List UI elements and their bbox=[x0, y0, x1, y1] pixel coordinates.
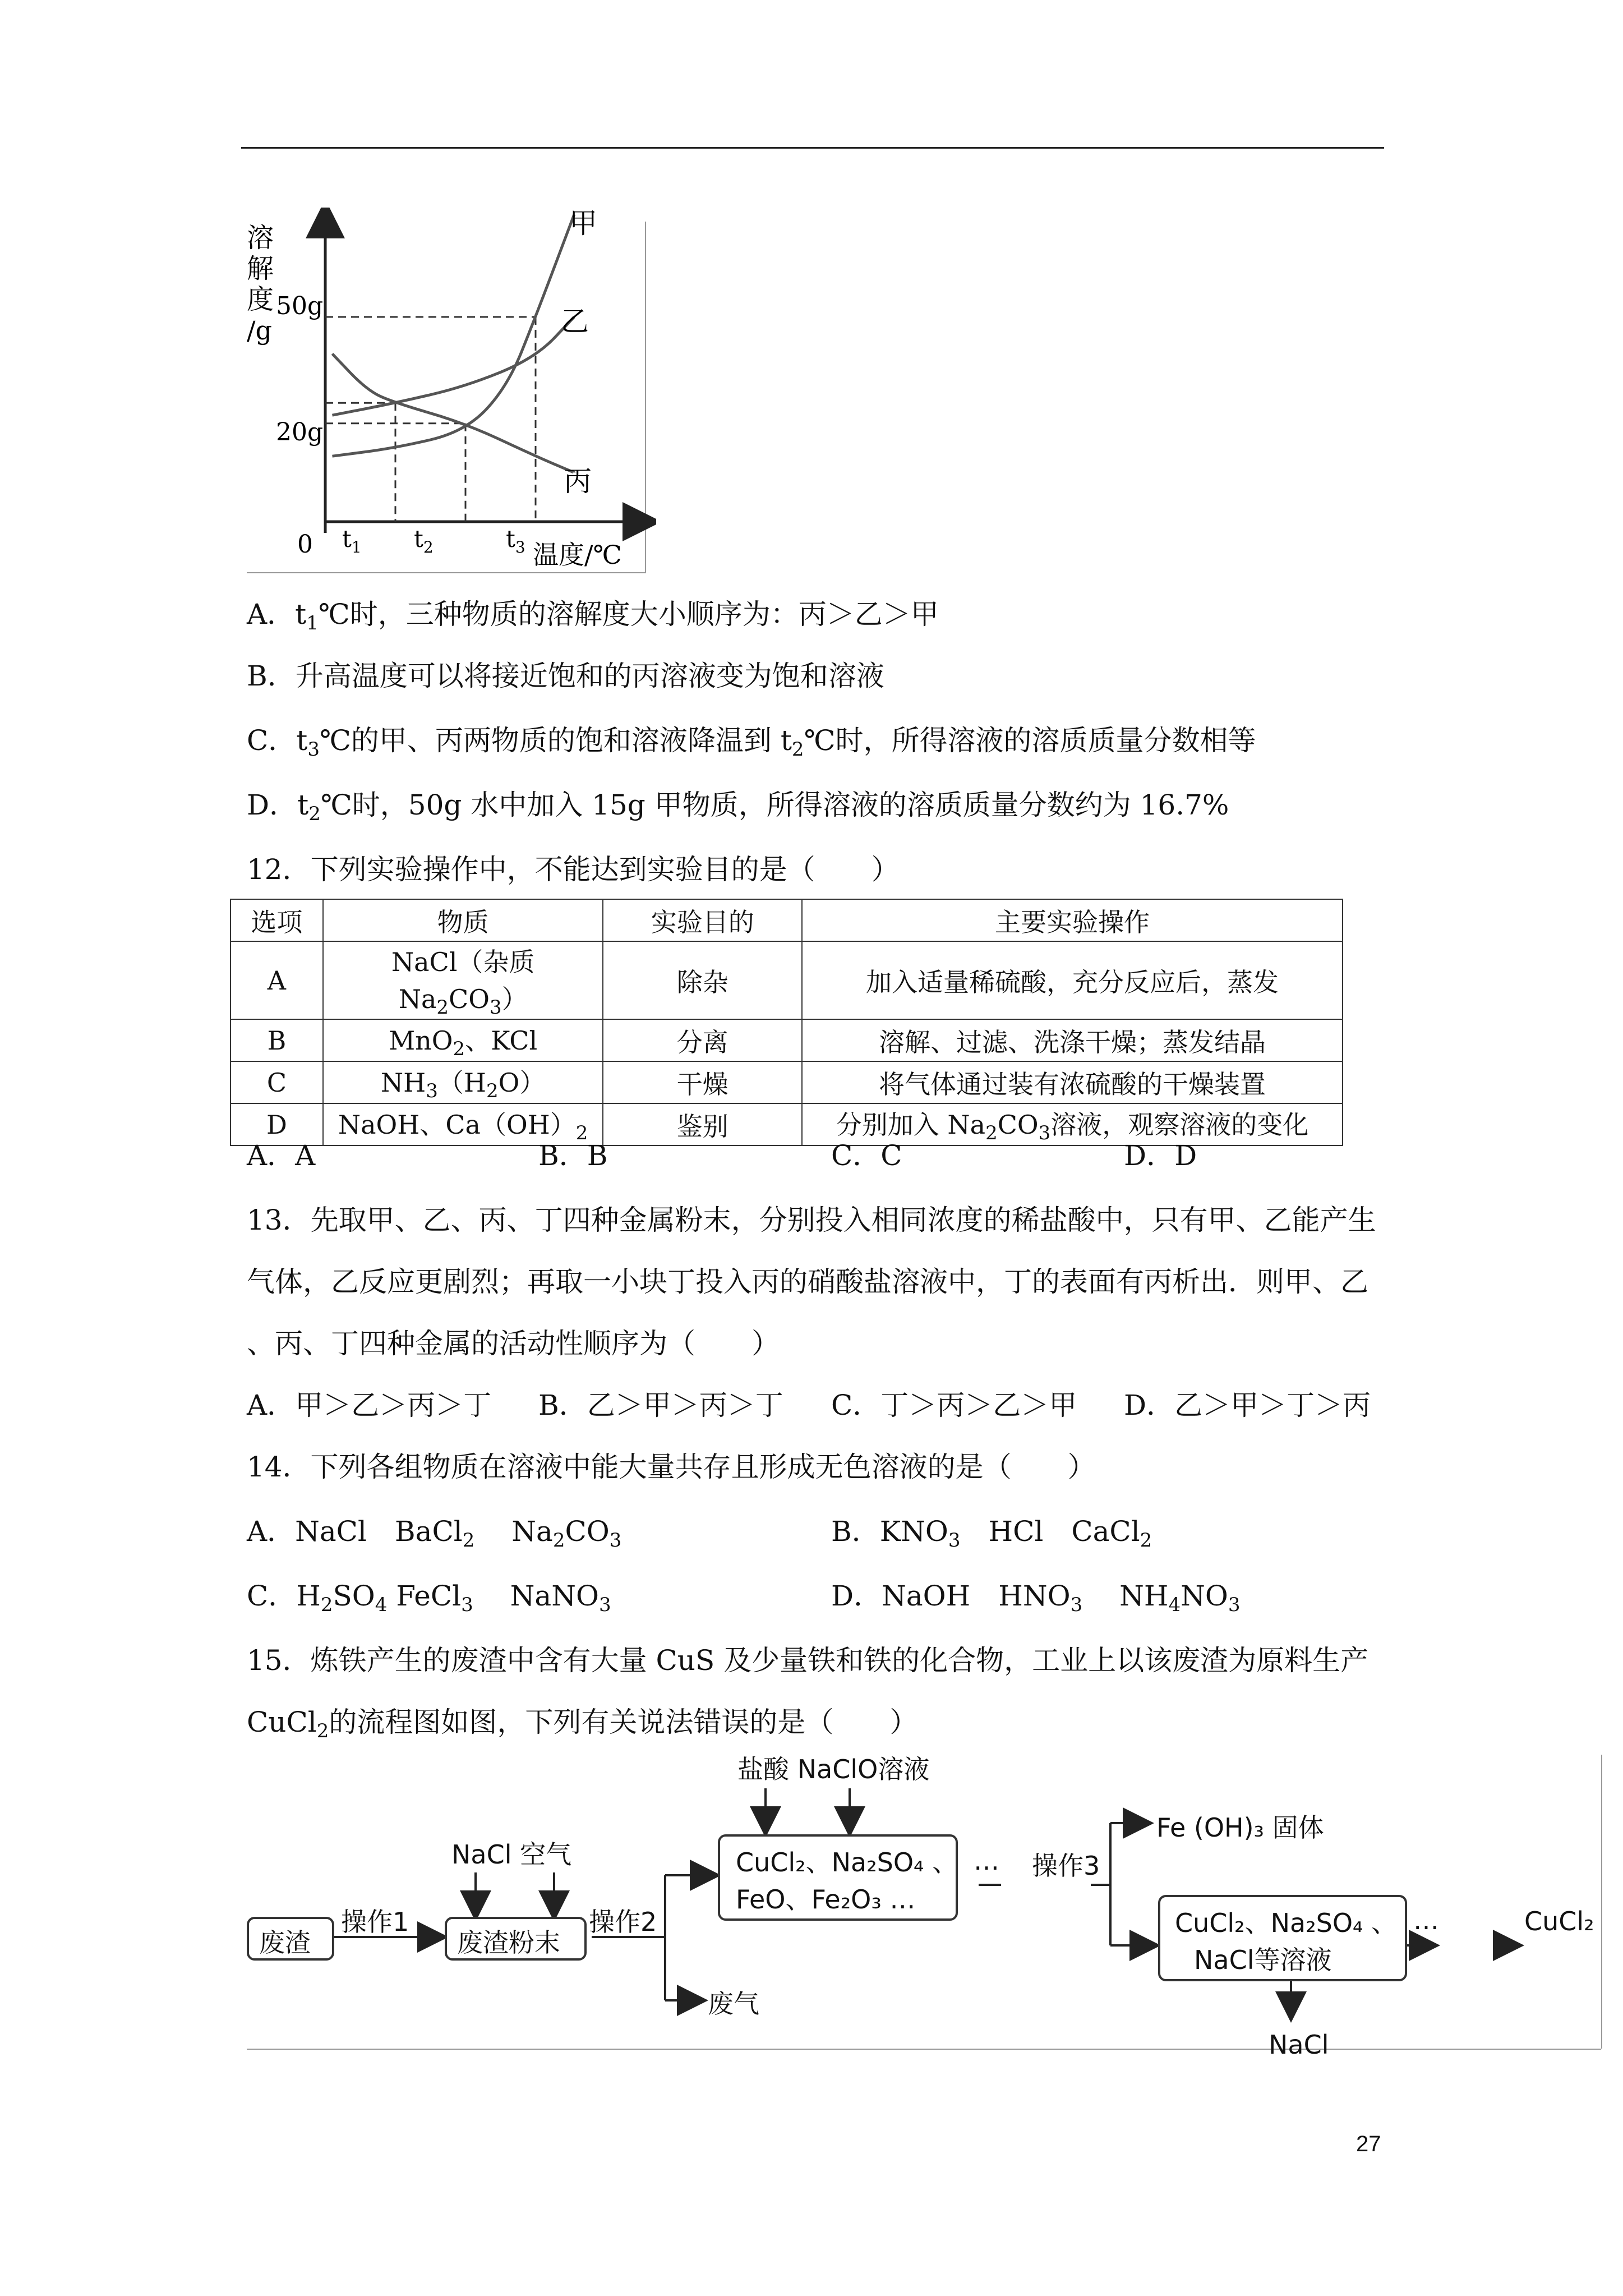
y-axis-label-1: 解 bbox=[247, 253, 274, 284]
table-cell-substance: MnO$_2$、KCl bbox=[323, 1019, 603, 1061]
table-header: 实验目的 bbox=[603, 899, 802, 941]
flow-label-op3: 操作3 bbox=[1032, 1851, 1100, 1881]
y-axis-label-3: /g bbox=[247, 315, 272, 346]
y-axis-label-0: 溶 bbox=[247, 222, 274, 254]
table-row bbox=[230, 1019, 1343, 1061]
q13-option-c: C．丁＞丙＞乙＞甲 bbox=[831, 1389, 1077, 1421]
table-header: 选项 bbox=[230, 899, 323, 941]
series-label-jia: 甲 bbox=[569, 208, 597, 240]
table-cell-option: B bbox=[230, 1019, 323, 1061]
series-line-3 bbox=[333, 354, 574, 473]
table-header: 物质 bbox=[323, 899, 603, 941]
x-axis-label: 温度/℃ bbox=[533, 540, 622, 570]
y-tick-20g: 20g bbox=[276, 418, 324, 447]
table-cell-purpose: 鉴别 bbox=[603, 1103, 802, 1145]
q15-line-2: CuCl$_2$的流程图如图，下列有关说法错误的是（ ） bbox=[247, 1706, 918, 1742]
table-cell-purpose: 分离 bbox=[603, 1019, 802, 1061]
table-row bbox=[230, 941, 1343, 1019]
table-cell-option: A bbox=[230, 941, 323, 1019]
q12-stem: 12．下列实验操作中，不能达到实验目的是（ ） bbox=[247, 853, 900, 886]
flow-label-acid-naclo: 盐酸 NaClO溶液 bbox=[737, 1754, 930, 1784]
table-header: 主要实验操作 bbox=[802, 899, 1343, 941]
q12-table bbox=[230, 899, 1343, 1146]
q12-option-b: B．B bbox=[538, 1139, 608, 1172]
flow-label-feoh: Fe (OH)₃ 固体 bbox=[1156, 1812, 1324, 1843]
page-number: 27 bbox=[1356, 2132, 1381, 2156]
table-cell-substance: $NH_3(H_2O)$ bbox=[323, 1061, 603, 1103]
q11-option-a: A．$t_1℃$时，三种物质的溶解度大小顺序为：丙＞乙＞甲 bbox=[247, 598, 939, 634]
solubility-chart bbox=[241, 208, 656, 578]
q12-option-c: C．C bbox=[831, 1139, 902, 1172]
q11-option-d: D．$t_2℃$时，50g 水中加入 15g 甲物质，所得溶液的溶质质量分数约为 16.7% bbox=[247, 789, 1229, 825]
flow-label-waste-gas: 废气 bbox=[708, 1989, 759, 2019]
table-cell-option: D bbox=[230, 1103, 323, 1145]
q14-option-d: D．NaOH $HNO_3$ $NH_4NO_3$ bbox=[831, 1580, 1241, 1616]
flow-box-waste: 废渣 bbox=[247, 1917, 334, 1961]
header-rule bbox=[241, 147, 1384, 149]
x-tick-t2: $t_2$ bbox=[414, 525, 434, 556]
table-cell-substance: NaCl（杂质 $Na_2CO_3$） bbox=[323, 941, 603, 1019]
table-cell-substance: NaOH、$Ca(OH)_2$ bbox=[323, 1103, 603, 1145]
q13-line-3: 、丙、丁四种金属的活动性顺序为（ ） bbox=[247, 1327, 780, 1360]
flow-box-mixture: CuCl₂、Na₂SO₄ 、 FeO、Fe₂O₃ … bbox=[718, 1834, 958, 1921]
q14-option-b: B．$KNO_3$ HCl CaCl$_2$ bbox=[831, 1515, 1152, 1552]
table-cell-operation: 将气体通过装有浓硫酸的干燥装置 bbox=[802, 1061, 1343, 1103]
table-row bbox=[230, 1061, 1343, 1103]
q12-option-a: A．A bbox=[247, 1139, 316, 1172]
q13-option-a: A．甲＞乙＞丙＞丁 bbox=[247, 1389, 492, 1421]
series-label-yi: 乙 bbox=[561, 305, 589, 338]
flow-label-nacl-air: NaCl 空气 bbox=[451, 1839, 572, 1870]
q13-line-1: 13．先取甲、乙、丙、丁四种金属粉末，分别投入相同浓度的稀盐酸中，只有甲、乙能产生 bbox=[247, 1204, 1376, 1236]
flow-label-op1: 操作1 bbox=[341, 1907, 409, 1937]
flowchart-frame-right bbox=[1601, 1755, 1602, 2049]
x-tick-t3: $t_3$ bbox=[506, 525, 525, 556]
table-header-row bbox=[230, 899, 1343, 941]
q14-option-a: A．NaCl BaCl$_2$ $Na_2CO_3$ bbox=[247, 1515, 622, 1552]
table-cell-option: C bbox=[230, 1061, 323, 1103]
series-label-bing: 丙 bbox=[564, 465, 592, 498]
y-axis-label-2: 度 bbox=[247, 284, 274, 315]
flow-label-nacl: NaCl bbox=[1269, 2030, 1329, 2060]
flow-box-powder: 废渣粉末 bbox=[445, 1917, 587, 1961]
q11-option-c: C．$t_3℃$的甲、丙两物质的饱和溶液降温到 $t_2℃$时，所得溶液的溶质质量分数相等 bbox=[247, 724, 1256, 761]
flow-label-op2: 操作2 bbox=[589, 1907, 657, 1937]
q11-option-b: B．升高温度可以将接近饱和的丙溶液变为饱和溶液 bbox=[247, 660, 884, 692]
q13-line-2: 气体，乙反应更剧烈；再取一小块丁投入丙的硝酸盐溶液中，丁的表面有丙析出．则甲、乙 bbox=[247, 1266, 1368, 1298]
table-cell-purpose: 除杂 bbox=[603, 941, 802, 1019]
table-cell-operation: 分别加入 $Na_2CO_3$溶液，观察溶液的变化 bbox=[802, 1103, 1343, 1145]
q13-option-b: B．乙＞甲＞丙＞丁 bbox=[538, 1389, 783, 1421]
x-tick-t1: $t_1$ bbox=[342, 525, 362, 556]
y-tick-50g: 50g bbox=[276, 292, 324, 320]
q15-line-1: 15．炼铁产生的废渣中含有大量 CuS 及少量铁和铁的化合物，工业上以该废渣为原料生产 bbox=[247, 1644, 1369, 1677]
q14-stem: 14．下列各组物质在溶液中能大量共存且形成无色溶液的是（ ） bbox=[247, 1451, 1096, 1483]
q12-option-d: D．D bbox=[1124, 1139, 1197, 1172]
flow-label-product: CuCl₂ bbox=[1524, 1906, 1594, 1936]
table-cell-purpose: 干燥 bbox=[603, 1061, 802, 1103]
flow-box-solution: CuCl₂、Na₂SO₄ 、 NaCl等溶液 bbox=[1158, 1895, 1407, 1981]
table-cell-operation: 溶解、过滤、洗涤干燥；蒸发结晶 bbox=[802, 1019, 1343, 1061]
q13-option-d: D．乙＞甲＞丁＞丙 bbox=[1124, 1389, 1371, 1421]
table-cell-operation: 加入适量稀硫酸，充分反应后，蒸发 bbox=[802, 941, 1343, 1019]
series-line-2 bbox=[333, 317, 574, 415]
origin-label: 0 bbox=[297, 530, 313, 559]
flow-dots-1: … bbox=[974, 1846, 999, 1876]
flow-dots-2: … bbox=[1413, 1905, 1439, 1935]
q14-option-c: C．$H_2SO_4$ FeCl$_3$ NaNO$_3$ bbox=[247, 1580, 611, 1616]
